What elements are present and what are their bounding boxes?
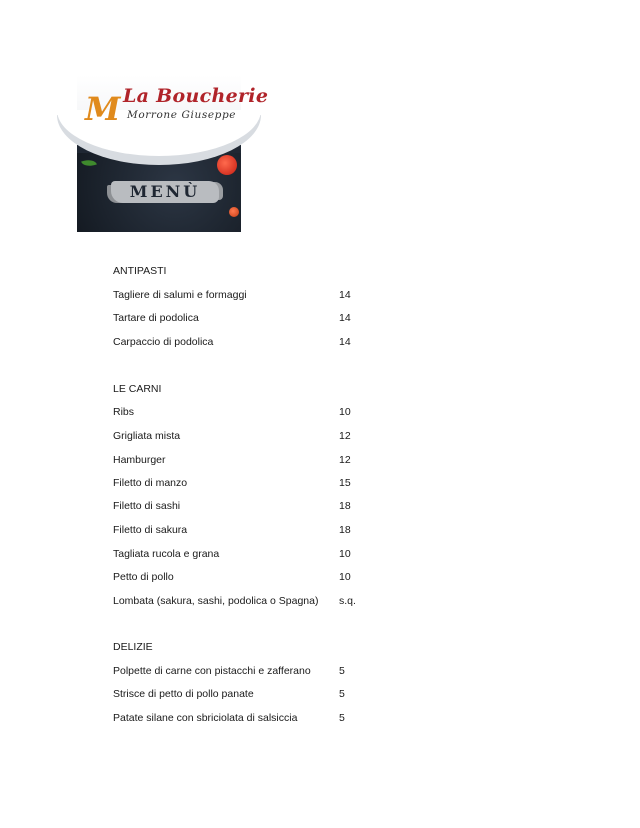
- menu-item-name: Ribs: [113, 406, 135, 418]
- menu-item: [113, 406, 413, 420]
- small-tomato-icon: [229, 207, 239, 217]
- menu-item-name: Strisce di petto di pollo panate: [113, 688, 254, 700]
- menu-item: [113, 688, 413, 702]
- menu-item-name: Petto di pollo: [113, 571, 174, 583]
- menu-item-price: 10: [339, 406, 351, 418]
- menu-item: [113, 571, 413, 585]
- menu-item-name: Polpette di carne con pistacchi e zafferano: [113, 665, 311, 677]
- menu-item-name: Filetto di sakura: [113, 524, 188, 536]
- menu-item: [113, 712, 413, 726]
- menu-item-price: 14: [339, 289, 351, 301]
- menu-item: [113, 289, 413, 303]
- menu-item-price: 14: [339, 312, 351, 324]
- menu-item-price: 12: [339, 430, 351, 442]
- section-title-delizie: DELIZIE: [113, 641, 153, 653]
- menu-item: [113, 477, 413, 491]
- menu-item-price: 10: [339, 571, 351, 583]
- menu-item: [113, 548, 413, 562]
- menu-item-price: 18: [339, 524, 351, 536]
- menu-item: [113, 430, 413, 444]
- menu-item-price: s.q.: [339, 595, 356, 607]
- menu-item-price: 15: [339, 477, 351, 489]
- menu-item-name: Hamburger: [113, 454, 166, 466]
- section-title-antipasti: ANTIPASTI: [113, 265, 167, 277]
- menu-item-price: 5: [339, 712, 345, 724]
- menu-item-price: 14: [339, 336, 351, 348]
- menu-item-price: 5: [339, 665, 345, 677]
- menu-item-name: Lombata (sakura, sashi, podolica o Spagna): [113, 595, 319, 607]
- menu-item: [113, 595, 413, 609]
- menu-item: [113, 454, 413, 468]
- menu-item-name: Filetto di manzo: [113, 477, 188, 489]
- menu-item: [113, 524, 413, 538]
- menu-item: [113, 665, 413, 679]
- menu-item-price: 10: [339, 548, 351, 560]
- menu-item-name: Grigliata mista: [113, 430, 181, 442]
- logo-brand-name: La Boucherie: [123, 85, 269, 107]
- menu-item: [113, 312, 413, 326]
- menu-banner-text: MENÙ: [129, 182, 201, 201]
- menu-item-price: 5: [339, 688, 345, 700]
- menu-item-name: Tartare di podolica: [113, 312, 199, 324]
- menu-item-name: Patate silane con sbriciolata di salsiccia: [113, 712, 298, 724]
- menu-item-price: 18: [339, 500, 351, 512]
- restaurant-logo: [77, 75, 269, 232]
- section-title-le-carni: LE CARNI: [113, 383, 162, 395]
- menu-item: [113, 500, 413, 514]
- logo-subtitle: Morrone Giuseppe: [127, 109, 237, 121]
- menu-item-price: 12: [339, 454, 351, 466]
- menu-item-name: Tagliere di salumi e formaggi: [113, 289, 247, 301]
- menu-item-name: Tagliata rucola e grana: [113, 548, 220, 560]
- logo-monogram: M: [85, 90, 121, 128]
- tomato-icon: [217, 155, 237, 175]
- menu-item: [113, 336, 413, 350]
- menu-item-name: Carpaccio di podolica: [113, 336, 214, 348]
- menu-item-name: Filetto di sashi: [113, 500, 181, 512]
